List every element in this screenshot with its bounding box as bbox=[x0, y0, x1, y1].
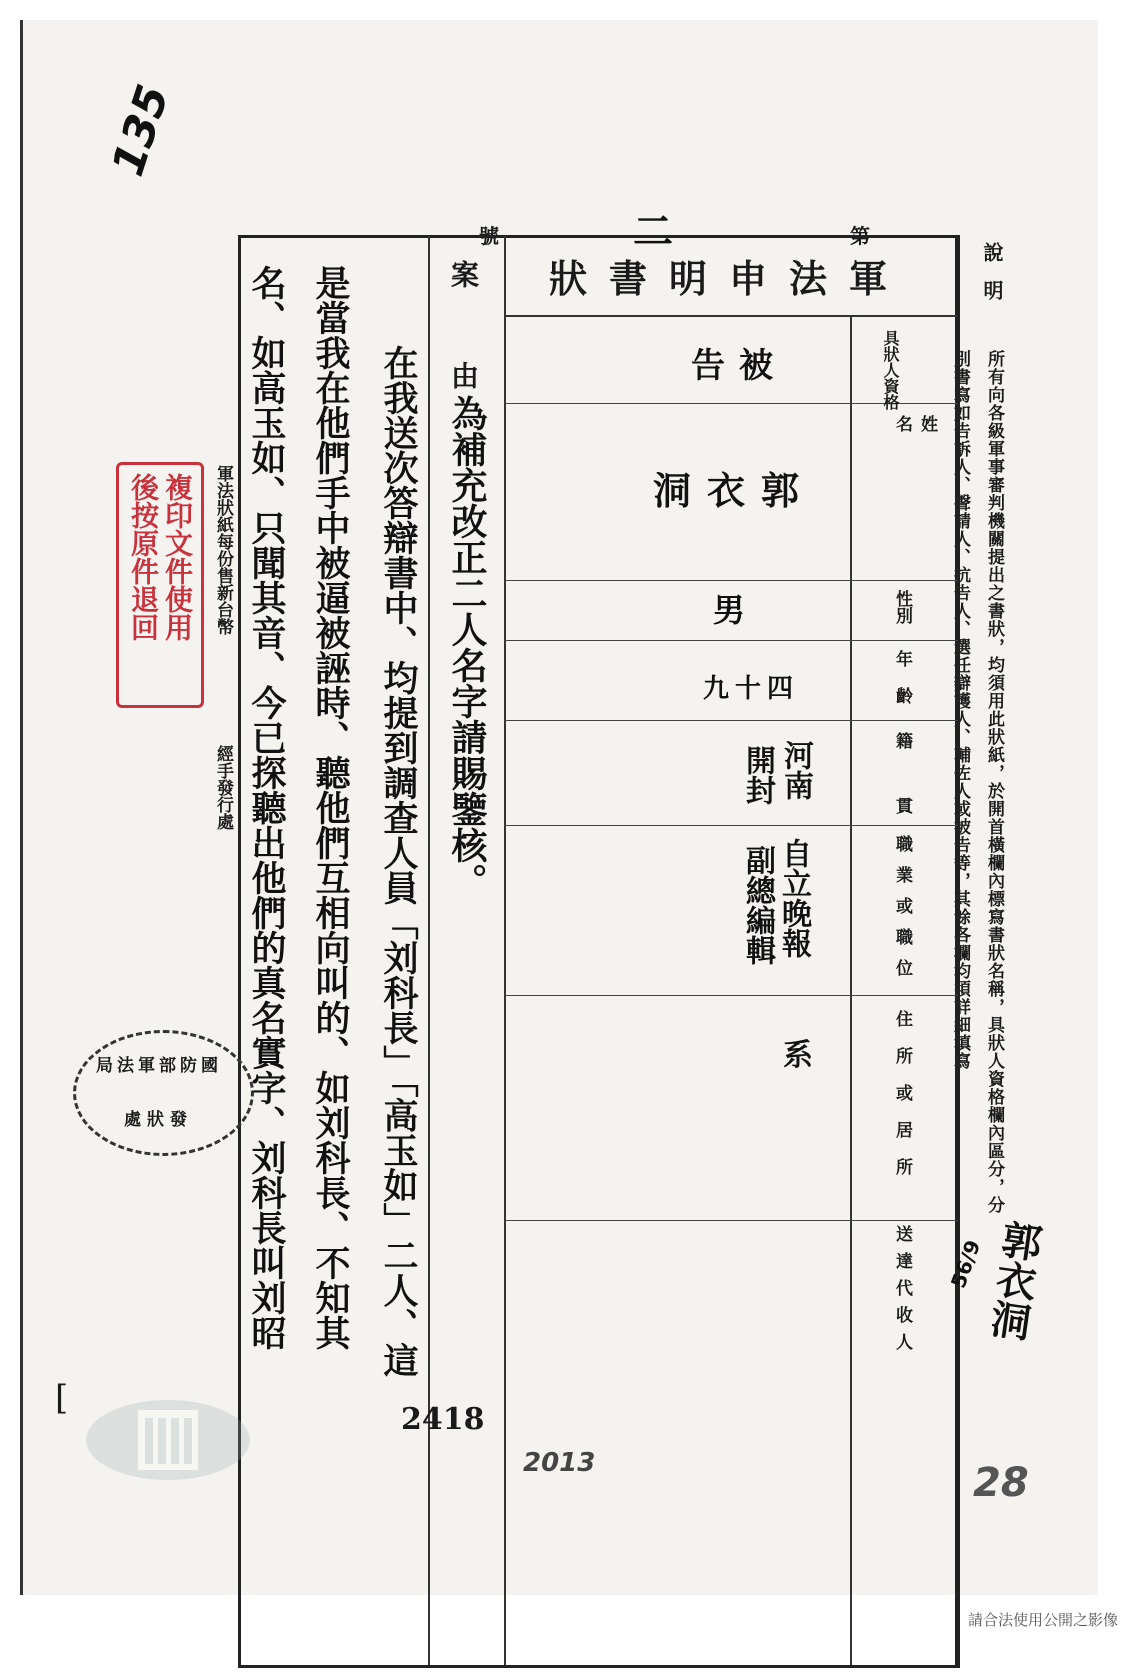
applicant-role-header: 具狀人資格 bbox=[881, 330, 900, 410]
body-line-3: 名、如高玉如、只聞其音、今已探聽出他們的真名實字、刘科長叫刘昭 bbox=[246, 265, 286, 1350]
label-delivery-agent: 送達代收人 bbox=[892, 1225, 912, 1360]
label-occupation: 職業或職位 bbox=[892, 835, 912, 990]
case-reason-text: 為補充改正二人名字請賜鑒核。 bbox=[446, 395, 487, 899]
red-stamp-line-1: 複印文件使用 bbox=[161, 473, 194, 641]
value-native-place-1: 河南 bbox=[778, 740, 813, 800]
footer-notice: 請合法使用公開之影像 bbox=[967, 1611, 1118, 1629]
signature-name: 郭衣洞 bbox=[981, 1217, 1045, 1343]
bottom-typed-number: 2418 bbox=[401, 1402, 485, 1437]
divider-title-row bbox=[504, 315, 958, 317]
issuing-office-seal bbox=[73, 1030, 254, 1156]
value-address-fragment: 系 bbox=[783, 1038, 813, 1073]
row-line-2 bbox=[504, 580, 958, 581]
bottom-right-number: 28 bbox=[973, 1460, 1029, 1506]
body-line-1: 在我送次答辯書中、均提到調查人員「刘科長」「高玉如」二人、這 bbox=[378, 345, 418, 1378]
value-name: 郭衣洞 bbox=[653, 469, 816, 513]
form-title: 軍法申明書狀 bbox=[548, 256, 909, 301]
document-page bbox=[20, 20, 1098, 1595]
archive-logo-icon bbox=[83, 1390, 253, 1490]
seal-text-top: 國防部軍法局 bbox=[96, 1056, 222, 1076]
corner-archive-number: 135 bbox=[102, 78, 180, 183]
value-native-place-2: 開封 bbox=[740, 745, 775, 805]
case-reason-label: 案 由 bbox=[447, 260, 480, 409]
bottom-handwritten-number: 2013 bbox=[523, 1448, 596, 1478]
red-reproduction-stamp bbox=[116, 462, 204, 708]
form-number-suffix: 號 bbox=[479, 224, 499, 248]
side-note-price: 軍法狀紙每份售新台幣 bbox=[213, 465, 233, 635]
label-native-place: 籍貫 bbox=[892, 732, 912, 862]
row-line-6 bbox=[504, 995, 958, 996]
row-line-7 bbox=[504, 1220, 958, 1221]
red-stamp-line-2: 後按原件退回 bbox=[127, 473, 160, 641]
divider-reason bbox=[428, 235, 430, 1665]
divider-labels bbox=[850, 315, 852, 1665]
side-note-handler: 經手發行處 bbox=[213, 745, 233, 830]
value-age: 四十九 bbox=[703, 674, 800, 704]
label-gender: 性別 bbox=[892, 590, 912, 624]
seal-text-bottom: 發狀處 bbox=[124, 1110, 193, 1130]
divider-title-bottom bbox=[504, 235, 506, 1665]
form-number-value: 二 bbox=[633, 209, 673, 255]
value-gender: 男 bbox=[713, 591, 746, 629]
row-line-3 bbox=[504, 640, 958, 641]
bracket-mark: [ bbox=[55, 1378, 69, 1418]
body-line-2: 是當我在他們手中被逼被誣時、聽他們互相向叫的、如刘科長、不知其 bbox=[310, 265, 350, 1350]
label-age: 年齡 bbox=[892, 650, 912, 724]
instructions-text: 所有向各級軍事審判機關提出之書狀，均須用此狀紙，於開首橫欄內標寫書狀名稱，具狀人資格欄內區分，分別書寫如告訴人、聲請人、抗告人、選任辯護人、輔佐人或被告等，其餘各欄均須詳細填寫 bbox=[950, 350, 1004, 1214]
instructions-heading: 說明 bbox=[980, 242, 1004, 318]
signature-date: 56/9 bbox=[945, 1236, 986, 1292]
label-name: 姓名 bbox=[892, 415, 937, 542]
label-address: 住所或居所 bbox=[892, 1010, 912, 1195]
row-line-bottom bbox=[238, 1665, 958, 1668]
value-occupation-1: 自立晚報 bbox=[776, 838, 811, 958]
value-occupation-2: 副總編輯 bbox=[740, 845, 775, 965]
form-number-label: 第 bbox=[850, 224, 870, 248]
applicant-role-value: 被告 bbox=[691, 346, 787, 386]
